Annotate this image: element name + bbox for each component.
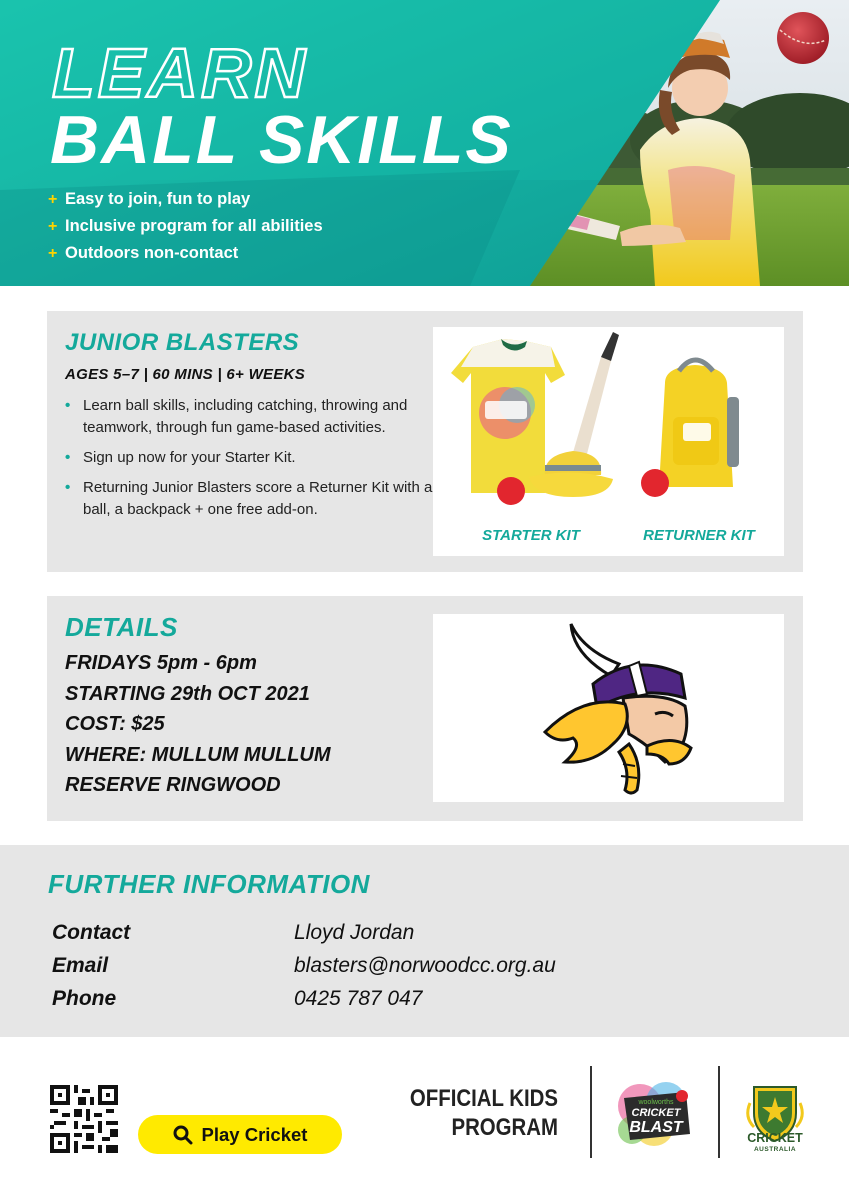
hero-banner	[0, 0, 849, 286]
hero-bullet-list	[48, 186, 323, 267]
hero-bullet: + Easy to join, fun to play	[48, 186, 323, 213]
starter-kit-image	[433, 327, 784, 522]
contact-value: Lloyd Jordan	[294, 921, 415, 944]
phone-value[interactable]: 0425 787 047	[294, 987, 423, 1010]
details-title: DETAILS	[65, 612, 178, 642]
hero-bullet: + Inclusive program for all abilities	[48, 213, 323, 240]
plus-icon: +	[48, 191, 58, 208]
details-line: WHERE: MULLUM MULLUM	[65, 743, 331, 766]
official-kids-program	[380, 1084, 558, 1142]
cricket-australia-sub: AUSTRALIA	[753, 1146, 797, 1153]
list-item: • Returning Junior Blasters score a Returner Kit with a ball, a backpack + one free add-on.	[65, 479, 433, 518]
list-item: • Learn ball skills, including catching, throwing and teamwork, through fun game-based activities.	[65, 397, 408, 436]
cricket-australia-name: CRICKET	[747, 1131, 803, 1145]
hero-title-outline: LEARN	[52, 34, 309, 112]
details-lines	[65, 648, 331, 801]
play-cricket-label: Play Cricket	[201, 1123, 308, 1145]
footer-divider	[718, 1066, 720, 1158]
footer-divider	[590, 1066, 592, 1158]
hero-bullet: + Outdoors non-contact	[48, 240, 323, 267]
further-information-panel	[0, 845, 849, 1037]
plus-icon: +	[48, 218, 58, 235]
returner-kit-label: RETURNER KIT	[643, 527, 755, 544]
junior-blasters-title: JUNIOR BLASTERS	[65, 329, 300, 356]
kit-image-box	[433, 327, 784, 556]
svg-text:CRICKET: CRICKET	[631, 1107, 681, 1119]
list-item: • Sign up now for your Starter Kit.	[65, 447, 435, 469]
contact-label: Contact	[52, 921, 131, 944]
qr-code[interactable]	[50, 1085, 118, 1153]
bullet-dot-icon: •	[65, 397, 71, 414]
junior-blasters-subtitle: AGES 5–7 | 60 MINS | 6+ WEEKS	[65, 366, 306, 383]
details-line: RESERVE RINGWOOD	[65, 774, 281, 796]
club-logo-box	[433, 614, 784, 802]
details-line: COST: $25	[65, 713, 165, 735]
email-label: Email	[52, 954, 109, 977]
junior-blasters-list	[65, 395, 435, 529]
phone-row	[52, 987, 422, 1011]
junior-blasters-panel	[47, 311, 803, 572]
phone-label: Phone	[52, 987, 117, 1010]
cricket-blast-logo	[610, 1074, 700, 1156]
official-line-1: OFFICIAL KIDS	[409, 1085, 558, 1112]
details-panel	[47, 596, 803, 821]
svg-text:BLAST: BLAST	[629, 1119, 683, 1136]
svg-text:woolworths: woolworths	[638, 1099, 674, 1106]
details-line: STARTING 29th OCT 2021	[65, 682, 310, 705]
viking-logo	[433, 614, 784, 802]
details-line: FRIDAYS 5pm - 6pm	[65, 652, 257, 674]
contact-row	[52, 921, 414, 945]
bullet-dot-icon: •	[65, 479, 71, 496]
plus-icon: +	[48, 245, 58, 262]
search-icon	[173, 1125, 193, 1145]
further-information-title: FURTHER INFORMATION	[48, 869, 370, 899]
bullet-dot-icon: •	[65, 449, 71, 466]
email-value[interactable]: blasters@norwoodcc.org.au	[294, 954, 556, 977]
official-line-2: PROGRAM	[451, 1114, 558, 1141]
starter-kit-label: STARTER KIT	[482, 527, 580, 544]
email-row	[52, 954, 556, 978]
play-cricket-button[interactable]	[138, 1115, 342, 1154]
hero-title-main: BALL SKILLS	[50, 102, 513, 178]
